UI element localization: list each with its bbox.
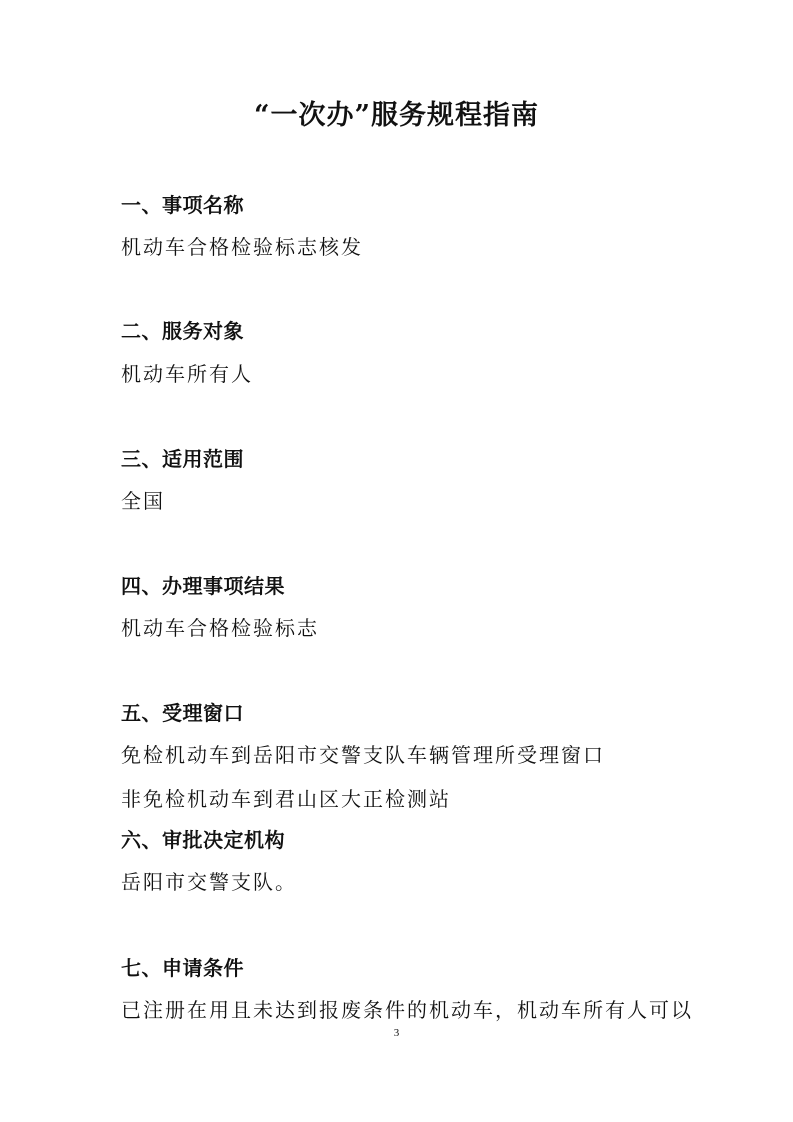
section-text-window-line-1: 免检机动车到岳阳市交警支队车辆管理所受理窗口 xyxy=(121,743,605,767)
section-text-conditions: 已注册在用且未达到报废条件的机动车，机动车所有人可以 xyxy=(121,998,693,1022)
section-text-window-line-2: 非免检机动车到君山区大正检测站 xyxy=(121,787,451,811)
section-heading-authority: 六、审批决定机构 xyxy=(121,828,285,852)
page-number: 3 xyxy=(393,1027,400,1039)
section-heading-item-name: 一、事项名称 xyxy=(121,193,244,217)
section-heading-service-target: 二、服务对象 xyxy=(121,319,244,343)
section-heading-conditions: 七、申请条件 xyxy=(121,956,244,980)
section-text-scope: 全国 xyxy=(121,489,165,513)
section-text-item-name: 机动车合格检验标志核发 xyxy=(121,235,363,259)
section-text-service-target: 机动车所有人 xyxy=(121,362,253,386)
section-heading-result: 四、办理事项结果 xyxy=(121,574,285,598)
section-text-authority: 岳阳市交警支队。 xyxy=(121,870,297,894)
document-title: “一次办”服务规程指南 xyxy=(253,100,540,131)
section-heading-window: 五、受理窗口 xyxy=(121,701,244,725)
section-heading-scope: 三、适用范围 xyxy=(121,447,244,471)
section-text-result: 机动车合格检验标志 xyxy=(121,616,319,640)
